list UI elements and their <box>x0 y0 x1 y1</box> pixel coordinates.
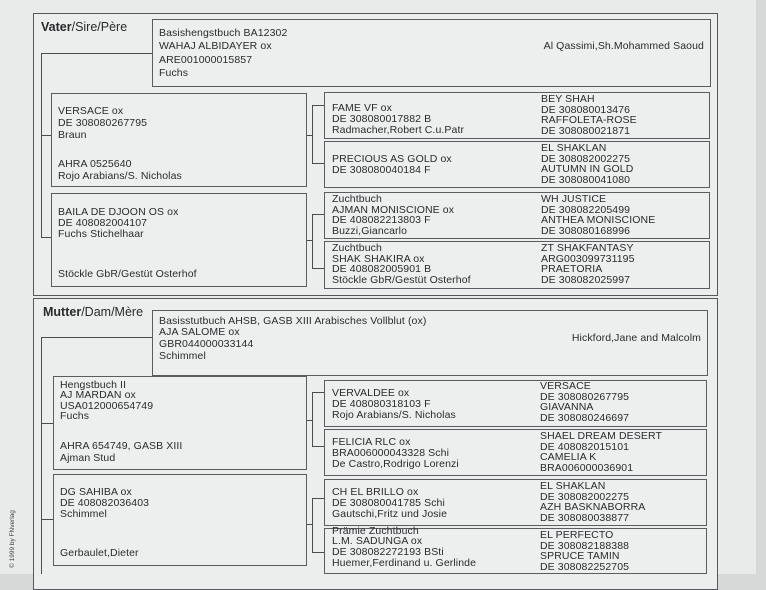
g4-sire-reg: DE 308080013476 <box>541 104 631 116</box>
dam-box <box>152 310 708 376</box>
connector <box>41 53 152 54</box>
g4-sire-reg: DE 308082205499 <box>541 204 631 216</box>
ggp-box <box>324 525 707 574</box>
sire-section-title: Vater/Sire/Père <box>41 20 128 34</box>
g4-dam-reg: DE 308080168996 <box>541 225 631 237</box>
granddam-owner: Stöckle GbR/Gestüt Osterhof <box>58 268 197 280</box>
g4-dam-reg: DE 308080038877 <box>540 512 630 524</box>
maternal-granddam-box <box>53 474 307 566</box>
g4-sire: EL PERFECTO <box>540 529 614 541</box>
connector <box>41 337 152 338</box>
ggp-box <box>324 429 707 476</box>
ggp-owner: Rojo Arabians/S. Nicholas <box>332 409 456 421</box>
ggp-box <box>324 141 710 188</box>
ggp-box <box>324 241 710 289</box>
grandsire-reg-number: USA012000654749 <box>60 400 154 412</box>
grandsire-color: Braun <box>58 129 87 141</box>
sire-box <box>152 19 711 87</box>
g4-sire-reg: DE 308082002275 <box>540 491 630 503</box>
connector <box>312 552 324 553</box>
ggp-box <box>324 479 707 526</box>
g4-dam: ANTHEA MONISCIONE <box>541 214 656 226</box>
ggp-owner: Gautschi,Fritz und Josie <box>332 508 448 520</box>
ggp-reg: DE 308082272193 BSti <box>332 546 444 558</box>
g4-sire-reg: ARG003099731195 <box>541 253 635 265</box>
grandsire-reg-2: AHRA 654749, GASB XIII <box>60 440 183 452</box>
grandsire-owner: Rojo Arabians/S. Nicholas <box>58 170 182 182</box>
connector <box>312 446 324 447</box>
ggp-reg: DE 308080041785 Schi <box>332 497 445 509</box>
ggp-box <box>324 380 707 427</box>
connector <box>41 135 51 136</box>
ggp-reg: DE 408082005901 B <box>332 263 432 275</box>
connector <box>312 392 324 393</box>
ggp-reg: BRA006000043328 Schi <box>332 447 450 459</box>
ggp-box <box>324 192 710 239</box>
sire-reg-number: ARE001000015857 <box>159 54 253 66</box>
paternal-granddam-box <box>51 193 307 287</box>
connector <box>41 519 53 520</box>
g4-dam: PRAETORIA <box>541 263 603 275</box>
granddam-reg-number: DE 408082036403 <box>60 497 150 509</box>
granddam-name: BAILA DE DJOON OS ox <box>58 206 179 218</box>
connector <box>307 135 313 136</box>
g4-dam-reg: DE 308082025997 <box>541 274 631 286</box>
ggp-studbook: Prämie Zuchtbuch <box>332 525 419 537</box>
ggp-owner: De Castro,Rodrigo Lorenzi <box>332 458 459 470</box>
dam-reg-number: GBR044000033144 <box>159 338 254 350</box>
connector <box>312 105 324 106</box>
ggp-owner: Stöckle GbR/Gestüt Osterhof <box>332 274 471 286</box>
ggp-reg: DE 308080017882 B <box>332 113 432 125</box>
grandsire-name: AJ MARDAN ox <box>60 389 136 401</box>
connector <box>307 240 313 241</box>
connector <box>41 237 51 238</box>
g4-sire-reg: DE 308082188388 <box>540 540 630 552</box>
grandsire-name: VERSACE ox <box>58 105 124 117</box>
ggp-name: VERVALDEE ox <box>332 387 410 399</box>
granddam-owner: Gerbaulet,Dieter <box>60 547 139 559</box>
sire-studbook: Basishengstbuch BA12302 <box>159 27 288 39</box>
dam-color: Schimmel <box>159 350 206 362</box>
grandsire-reg-2: AHRA 0525640 <box>58 158 132 170</box>
g4-dam-reg: DE 308080246697 <box>540 412 630 424</box>
sire-color: Fuchs <box>159 67 189 79</box>
g4-sire: EL SHAKLAN <box>541 142 607 154</box>
connector <box>41 337 42 574</box>
connector <box>312 498 324 499</box>
granddam-color: Schimmel <box>60 508 107 520</box>
g4-dam: AZH BASKNABORRA <box>540 501 646 513</box>
g4-sire: ZT SHAKFANTASY <box>541 242 634 254</box>
ggp-name: AJMAN MONISCIONE ox <box>332 204 455 216</box>
g4-dam: CAMELIA K <box>540 451 597 463</box>
dam-studbook: Basisstutbuch AHSB, GASB XIII Arabisches Vollblut (ox) <box>159 315 427 327</box>
ggp-reg: DE 308080040184 F <box>332 164 431 176</box>
ggp-name: FELICIA RLC ox <box>332 436 411 448</box>
g4-dam-reg: DE 308080041080 <box>541 174 631 186</box>
connector <box>312 214 324 215</box>
g4-sire: BEY SHAH <box>541 93 595 105</box>
sire-owner: Al Qassimi,Sh.Mohammed Saoud <box>543 40 704 52</box>
granddam-color: Fuchs Stichelhaar <box>58 228 144 240</box>
dam-owner: Hickford,Jane and Malcolm <box>571 332 701 344</box>
g4-dam: AUTUMN IN GOLD <box>541 163 634 175</box>
connector <box>307 420 313 421</box>
paternal-grandsire-box <box>51 93 307 187</box>
ggp-name: FAME VF ox <box>332 102 392 114</box>
g4-sire-reg: DE 308080267795 <box>540 391 630 403</box>
ggp-studbook: Zuchtbuch <box>332 242 382 254</box>
g4-dam-reg: BRA006000036901 <box>540 462 634 474</box>
grandsire-reg-number: DE 308080267795 <box>58 117 148 129</box>
connector <box>307 524 313 525</box>
dam-section-title: Mutter/Dam/Mère <box>43 305 144 319</box>
connector <box>41 423 53 424</box>
ggp-name: SHAK SHAKIRA ox <box>332 253 425 265</box>
grandsire-studbook: Hengstbuch II <box>60 379 127 391</box>
sire-name: WAHAJ ALBIDAYER ox <box>159 40 272 52</box>
g4-dam: SPRUCE TAMIN <box>540 550 620 562</box>
connector <box>312 105 313 163</box>
g4-dam: GIAVANNA <box>540 401 594 413</box>
connector <box>312 163 324 164</box>
connector <box>41 53 42 237</box>
g4-sire: EL SHAKLAN <box>540 480 606 492</box>
ggp-name: CH EL BRILLO ox <box>332 486 419 498</box>
g4-sire: SHAEL DREAM DESERT <box>540 430 662 442</box>
grandsire-owner: Ajman Stud <box>60 452 116 464</box>
granddam-reg-number: DE 408082004107 <box>58 217 148 229</box>
ggp-owner: Huemer,Ferdinand u. Gerlinde <box>332 557 477 569</box>
g4-sire-reg: DE 408082015101 <box>540 441 630 453</box>
ggp-box <box>324 92 710 139</box>
copyright-note: © 1999 by FNverlag <box>9 510 16 568</box>
granddam-name: DG SAHIBA ox <box>60 486 132 498</box>
ggp-owner: Radmacher,Robert C.u.Patr <box>332 124 465 136</box>
g4-sire-reg: DE 308082002275 <box>541 153 631 165</box>
ggp-name: PRECIOUS AS GOLD ox <box>332 153 452 165</box>
connector <box>312 268 324 269</box>
maternal-grandsire-box <box>53 376 307 470</box>
ggp-name: L.M. SADUNGA ox <box>332 535 423 547</box>
ggp-reg: DE 408080318103 F <box>332 398 431 410</box>
grandsire-color: Fuchs <box>60 410 90 422</box>
g4-sire: VERSACE <box>540 380 591 392</box>
ggp-studbook: Zuchtbuch <box>332 193 382 205</box>
g4-dam-reg: DE 308080021871 <box>541 125 631 137</box>
ggp-owner: Buzzi,Giancarlo <box>332 225 408 237</box>
connector <box>312 392 313 446</box>
dam-name: AJA SALOME ox <box>159 326 240 338</box>
g4-sire: WH JUSTICE <box>541 193 607 205</box>
g4-dam-reg: DE 308082252705 <box>540 561 630 573</box>
ggp-reg: DE 408082213803 F <box>332 214 431 226</box>
g4-dam: RAFFOLETA-ROSE <box>541 114 637 126</box>
